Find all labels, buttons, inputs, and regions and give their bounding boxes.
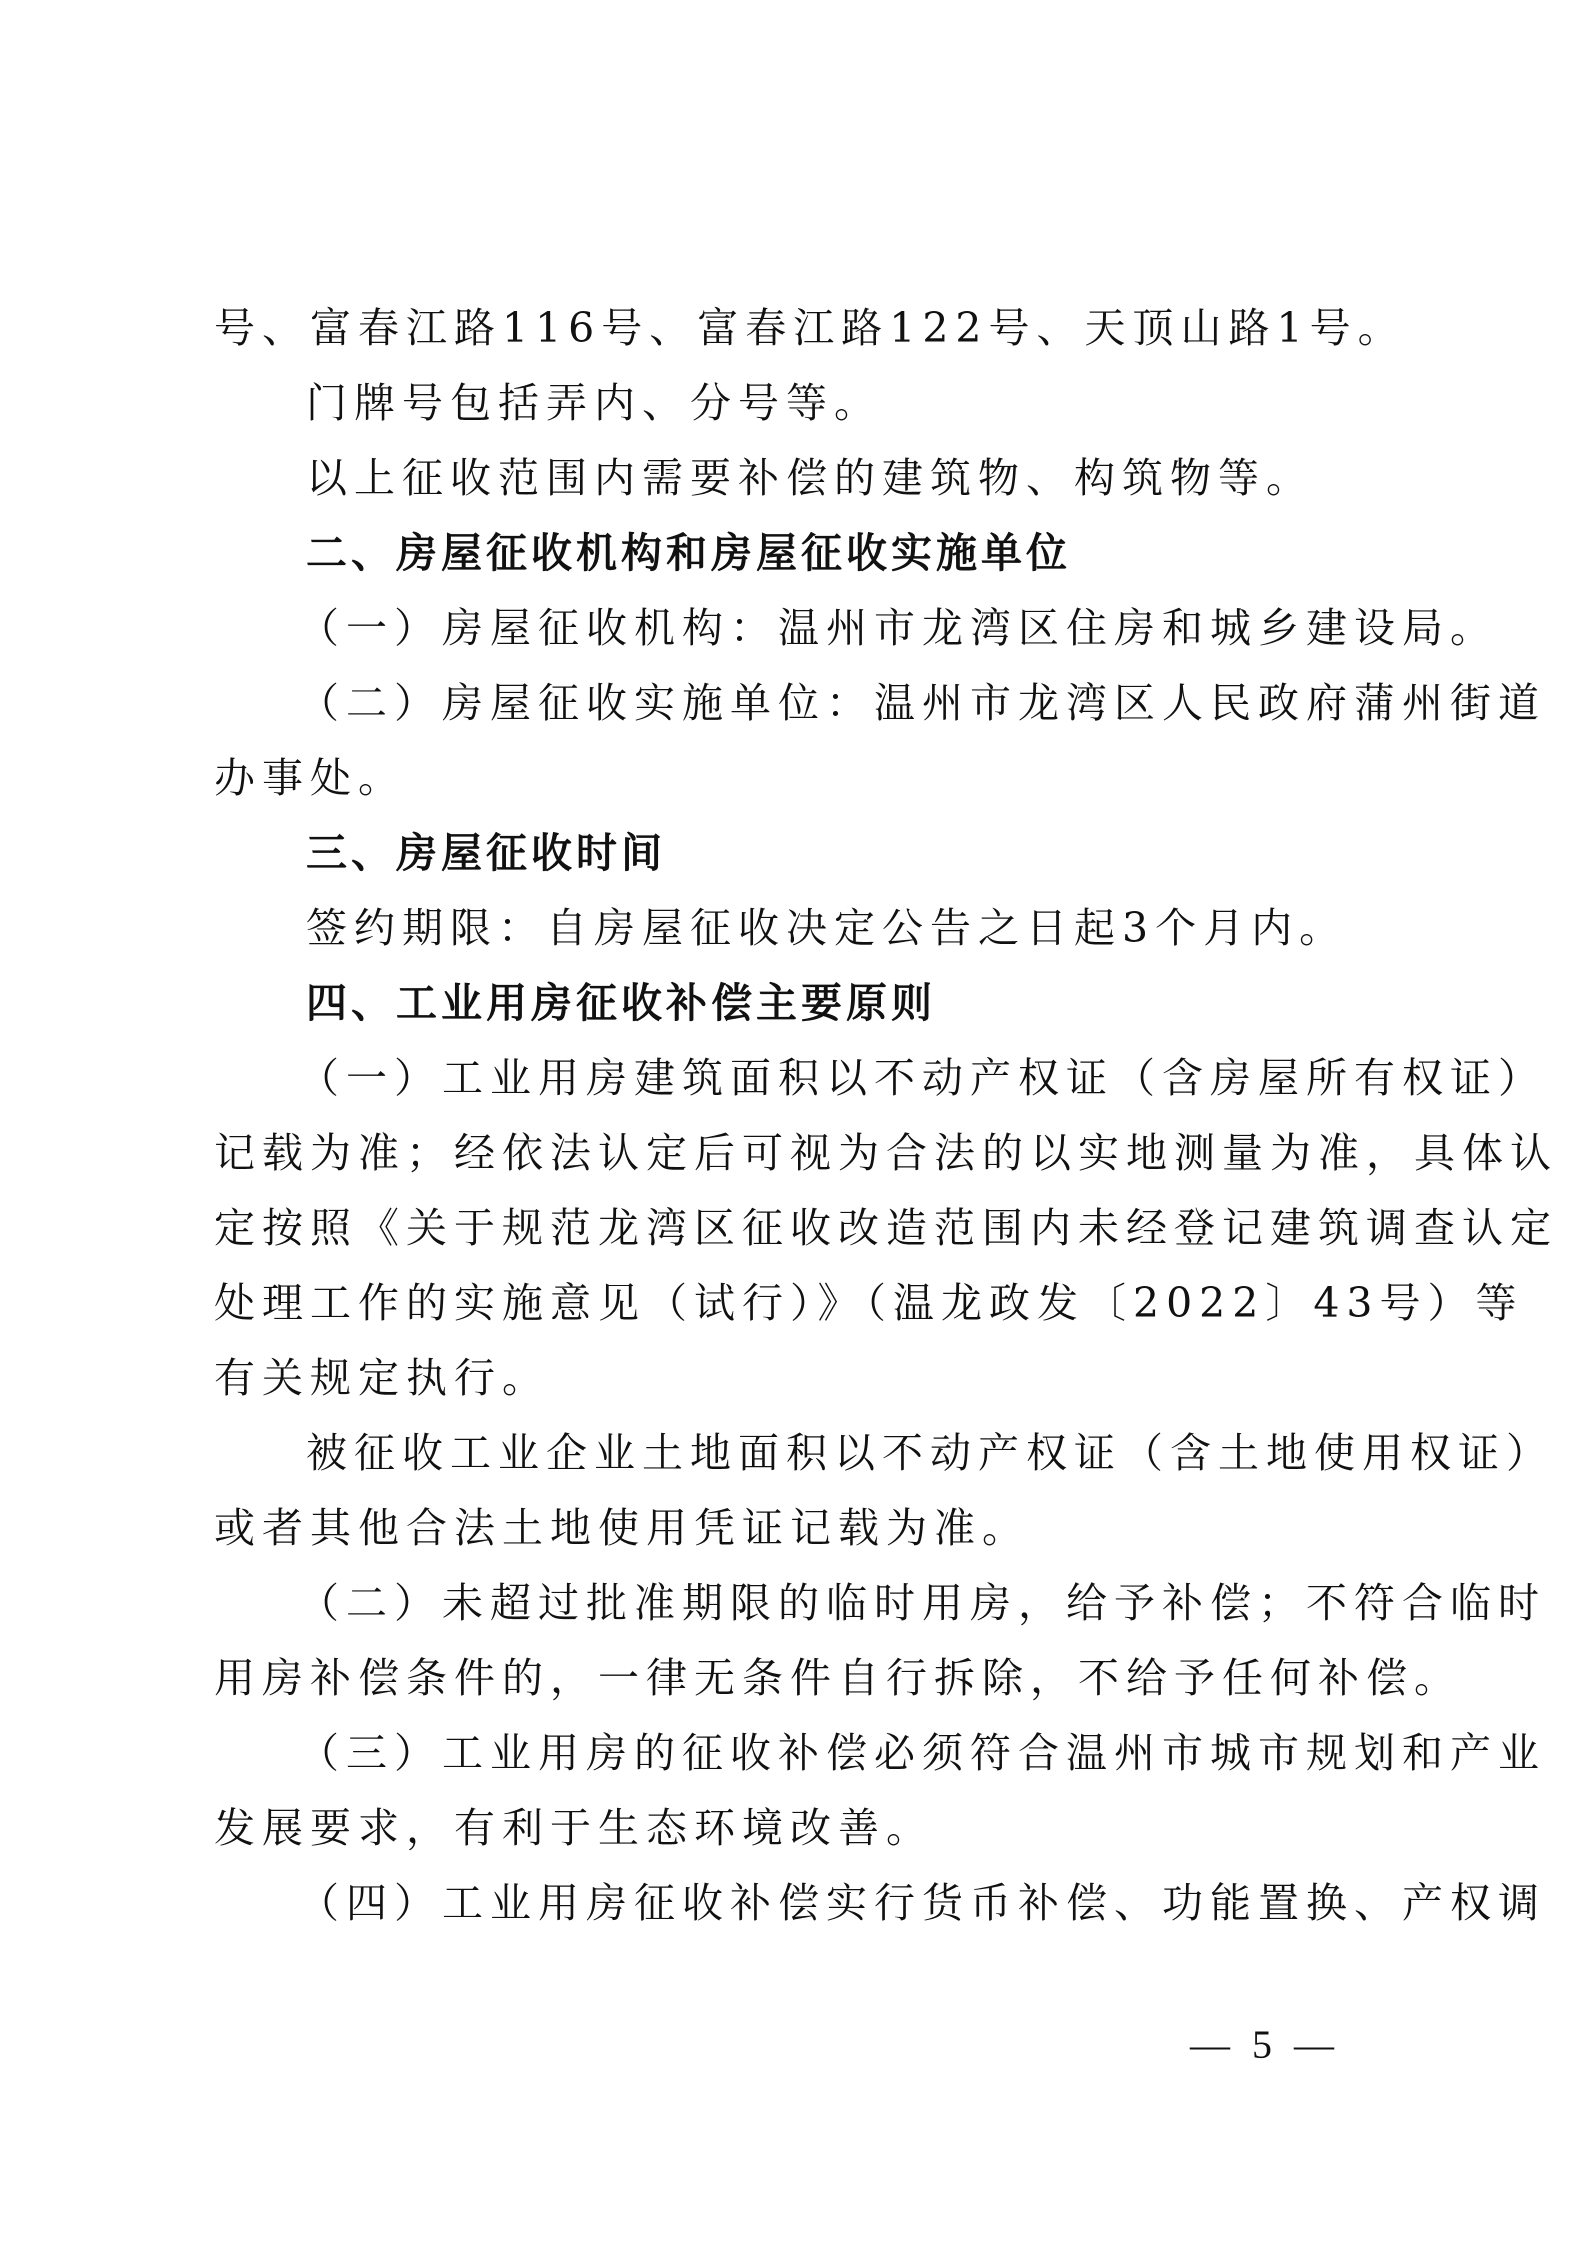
text-line-continuation: 发展要求，有利于生态环境改善。 [214,1804,934,1852]
text-line-item: （四）工业用房征收补偿实行货币补偿、功能置换、产权调 [298,1879,1546,1927]
text-line-paragraph: 以上征收范围内需要补偿的建筑物、构筑物等。 [306,454,1314,502]
text-line-item: （三）工业用房的征收补偿必须符合温州市城市规划和产业 [298,1729,1546,1777]
section-heading-3: 三、房屋征收时间 [306,829,666,877]
text-line-item: （一）工业用房建筑面积以不动产权证（含房屋所有权证） [298,1054,1546,1102]
text-line-paragraph: 被征收工业企业土地面积以不动产权证（含土地使用权证） [306,1429,1554,1477]
text-line-item: （一）房屋征收机构：温州市龙湾区住房和城乡建设局。 [298,604,1498,652]
text-line-continuation: 处理工作的实施意见（试行）》（温龙政发〔2022〕43号）等 [214,1279,1524,1327]
text-line-continuation: 定按照《关于规范龙湾区征收改造范围内未经登记建筑调查认定 [214,1204,1558,1252]
text-line-continuation: 用房补偿条件的，一律无条件自行拆除，不给予任何补偿。 [214,1654,1462,1702]
text-line-continuation: 号、富春江路116号、富春江路122号、天顶山路1号。 [214,304,1406,352]
section-heading-2: 二、房屋征收机构和房屋征收实施单位 [306,529,1071,577]
section-heading-4: 四、工业用房征收补偿主要原则 [306,979,936,1027]
text-line-continuation: 有关规定执行。 [214,1354,550,1402]
text-line-paragraph: 签约期限：自房屋征收决定公告之日起3个月内。 [306,904,1348,952]
text-line-item: （二）未超过批准期限的临时用房，给予补偿；不符合临时 [298,1579,1546,1627]
text-line-continuation: 或者其他合法土地使用凭证记载为准。 [214,1504,1030,1552]
text-line-paragraph: 门牌号包括弄内、分号等。 [306,379,882,427]
text-line-item: （二）房屋征收实施单位：温州市龙湾区人民政府蒲州街道 [298,679,1546,727]
text-line-continuation: 记载为准；经依法认定后可视为合法的以实地测量为准，具体认 [214,1129,1558,1177]
page-number: — 5 — [1190,2022,1340,2067]
text-line-continuation: 办事处。 [214,754,406,802]
